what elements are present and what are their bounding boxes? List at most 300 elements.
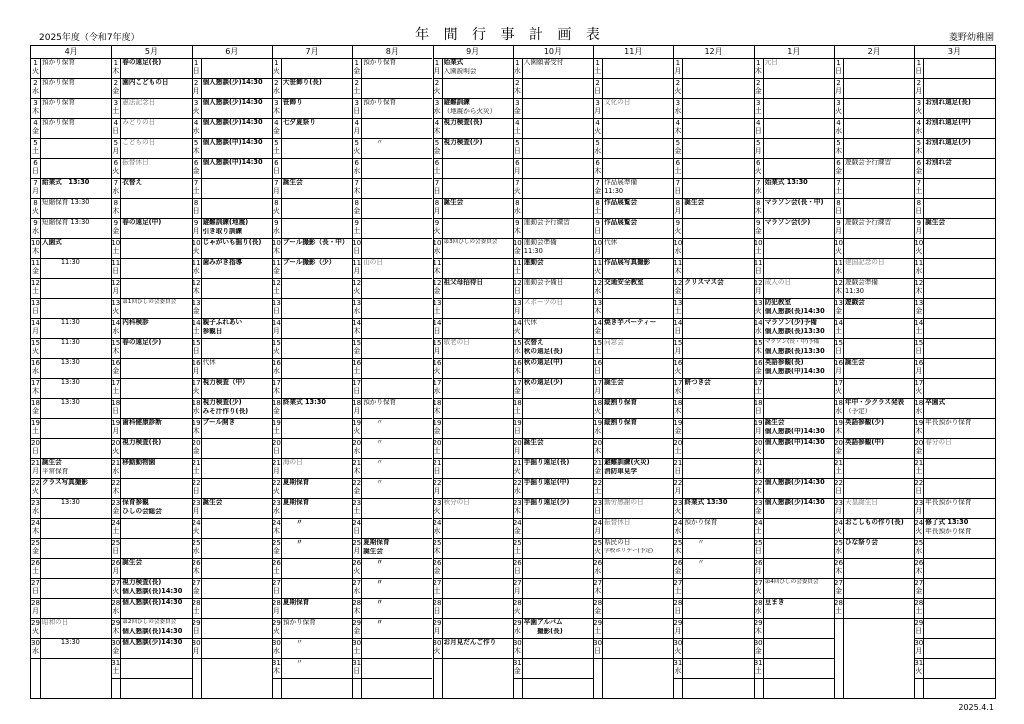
event-text: みどりの日: [122, 119, 156, 126]
day-number: 19 日: [512, 420, 522, 435]
row-divider: [192, 478, 272, 479]
day-number: 27 土: [432, 580, 442, 595]
row-divider: [31, 138, 111, 139]
event-text: 年長預かり保育: [925, 419, 972, 426]
event-text: 個人懇談(少)14:30: [202, 99, 263, 106]
event-text: 笹飾り: [282, 99, 303, 106]
row-divider: [914, 538, 994, 539]
row-divider: [593, 618, 673, 619]
row-divider: [433, 598, 513, 599]
event-text: 避難訓練(地震): [202, 219, 249, 226]
row-divider: [593, 298, 673, 299]
row-divider: [31, 278, 111, 279]
row-divider: [513, 118, 593, 119]
day-number: 14 土: [914, 320, 924, 335]
row-divider: [352, 78, 432, 79]
event-text: 避難訓練(火災): [604, 459, 650, 466]
row-divider: [192, 298, 272, 299]
day-number: 11 金: [31, 260, 40, 275]
day-number: 16 火: [432, 360, 442, 375]
row-divider: [914, 338, 994, 339]
event-text: 学校ホリデー(予定): [604, 548, 654, 554]
event-text: 衣替え: [523, 339, 544, 346]
day-number: 25 金: [31, 540, 40, 555]
day-number: 3 金: [513, 100, 521, 115]
row-divider: [111, 658, 191, 659]
row-divider: [593, 598, 673, 599]
day-number: 30 水: [31, 640, 40, 655]
day-number: 6 月: [513, 160, 521, 175]
day-number: 3 木: [32, 100, 39, 115]
day-number: 13 月: [512, 300, 522, 315]
event-text: 防犯教室: [764, 299, 792, 306]
day-number: 23 土: [352, 500, 362, 515]
event-text: 文化の日: [604, 99, 631, 106]
event-text: 誕生会: [122, 559, 143, 566]
row-divider: [433, 218, 513, 219]
day-number: 8 火: [32, 200, 39, 215]
row-divider: [352, 318, 432, 319]
event-text: 誕生会: [363, 548, 383, 555]
row-divider: [31, 558, 111, 559]
event-text: 避難訓練: [443, 99, 470, 106]
event-text: 作品展覧会: [604, 199, 638, 206]
day-number: 28 木: [352, 600, 362, 615]
day-number: 20 金: [191, 440, 201, 455]
day-number: 24 土: [753, 520, 763, 535]
day-number: 3 火: [192, 100, 200, 115]
day-number: 16 月: [914, 360, 924, 375]
day-number: 14 金: [593, 320, 603, 335]
row-divider: [272, 358, 352, 359]
event-text: お月見だんご作り: [443, 639, 497, 646]
day-number: 4 木: [674, 120, 682, 135]
day-number: 2 金: [754, 80, 762, 95]
day-number: 4 水: [192, 120, 200, 135]
day-number: 15 日: [914, 340, 924, 355]
row-divider: [914, 178, 994, 179]
event-text: 県民の日: [604, 539, 631, 546]
event-text: 元日: [764, 59, 778, 66]
event-text: 歯みがき指導: [202, 259, 243, 266]
row-divider: [593, 158, 673, 159]
row-divider: [513, 418, 593, 419]
day-number: 4 土: [513, 120, 521, 135]
day-number: 4 日: [112, 120, 120, 135]
event-text: 作品展写真撮影: [604, 259, 651, 266]
event-text: 大笹飾り(長): [282, 79, 322, 86]
day-number: 20 水: [352, 440, 362, 455]
day-number: 22 金: [352, 480, 362, 495]
month-header: 8月: [352, 46, 432, 59]
day-number: 17 水: [432, 380, 442, 395]
day-number: 2 火: [674, 80, 682, 95]
day-number: 24 土: [111, 520, 121, 535]
event-text: 同窓会: [604, 339, 624, 346]
event-text: ひしの会総会: [122, 508, 162, 515]
row-divider: [593, 658, 673, 659]
day-number: 6 金: [192, 160, 200, 175]
day-number: 11 日: [753, 260, 763, 275]
day-number: 3 水: [433, 100, 441, 115]
event-text: 山の日: [363, 259, 383, 266]
event-text: 餅つき会: [684, 379, 711, 386]
day-number: 7 土: [915, 180, 923, 195]
day-number: 16 水: [271, 360, 281, 375]
day-number: 12 日: [512, 280, 522, 295]
day-number: 21 土: [191, 460, 201, 475]
day-number: 8 金: [353, 200, 361, 215]
day-number: 28 土: [914, 600, 924, 615]
row-divider: [834, 478, 914, 479]
row-divider: [192, 438, 272, 439]
event-text: 視力検査(長): [122, 579, 162, 586]
row-divider: [433, 378, 513, 379]
day-number: 9 水: [272, 220, 280, 235]
day-number: 3 火: [835, 100, 842, 115]
event-text: 11:30: [42, 319, 80, 326]
day-number: 20 金: [834, 440, 843, 455]
event-text: 〃: [282, 639, 303, 646]
day-number: 5 日: [513, 140, 521, 155]
day-number: 7 水: [754, 180, 762, 195]
row-divider: [433, 258, 513, 259]
row-divider: [31, 598, 111, 599]
event-text: 修了式 13:30: [925, 519, 969, 526]
day-number: 12 金: [432, 280, 442, 295]
day-number: 5 月: [112, 140, 120, 155]
day-number: 8 日: [192, 200, 200, 215]
event-text: 始業式: [443, 59, 464, 66]
event-text: 個人懇談(少)14:30: [764, 499, 825, 506]
day-number: 20 土: [673, 440, 683, 455]
day-number: 18 水: [834, 400, 843, 415]
day-number: 6 金: [835, 160, 842, 175]
row-divider: [272, 138, 352, 139]
day-number: 13 金: [191, 300, 201, 315]
day-number: 25 月: [352, 540, 362, 555]
day-number: 16 金: [753, 360, 763, 375]
day-number: 27 木: [593, 580, 603, 595]
day-number: 15 日: [834, 340, 843, 355]
day-number: 13 日: [31, 300, 40, 315]
event-text: 年長預かり保育: [925, 499, 972, 506]
row-divider: [272, 438, 352, 439]
day-number: 18 水: [191, 400, 201, 415]
day-number: 9 月: [192, 220, 200, 235]
day-number: 3 日: [353, 100, 361, 115]
event-text: 春の遠足(中): [122, 219, 162, 226]
event-text: お別れ遠足(長): [925, 99, 971, 106]
day-number: 6 土: [433, 160, 441, 175]
day-number: 2 金: [112, 80, 120, 95]
row-divider: [513, 598, 593, 599]
row-divider: [673, 398, 753, 399]
day-number: 8 月: [433, 200, 441, 215]
row-divider: [834, 338, 914, 339]
row-divider: [914, 298, 994, 299]
event-text: 縦割り保育: [604, 419, 638, 426]
row-divider: [272, 378, 352, 379]
event-text: 海の日: [282, 459, 303, 466]
row-divider: [673, 258, 753, 259]
day-number: 14 月: [31, 320, 40, 335]
day-number: 11 水: [914, 260, 924, 275]
row-divider: [673, 218, 753, 219]
row-divider: [352, 178, 432, 179]
row-divider: [111, 518, 191, 519]
event-text: 誕生会: [523, 439, 544, 446]
row-divider: [513, 398, 593, 399]
row-divider: [513, 78, 593, 79]
event-text: 短縮保育 13:30: [42, 199, 90, 206]
row-divider: [433, 178, 513, 179]
day-number: 26 木: [191, 560, 201, 575]
day-number: 10 土: [111, 240, 121, 255]
event-text: 視力検査(長): [122, 439, 162, 446]
event-text: 遊戯会準備: [845, 279, 878, 286]
row-divider: [673, 438, 753, 439]
event-text: 代休: [604, 239, 618, 246]
event-text: 年中・少クラス発表: [845, 399, 905, 406]
event-text: 振替休日: [604, 519, 631, 526]
day-number: 14 土: [191, 320, 201, 335]
row-divider: [513, 538, 593, 539]
day-number: 1 月: [433, 60, 441, 75]
day-number: 22 月: [432, 480, 442, 495]
event-text: 勤労感謝の日: [604, 499, 644, 506]
row-divider: [272, 318, 352, 319]
event-text: 年長預かり保育: [925, 528, 972, 535]
row-divider: [272, 338, 352, 339]
row-divider: [513, 98, 593, 99]
event-text: 〃: [363, 579, 383, 586]
day-number: 14 日: [432, 320, 442, 335]
event-text: お別れ遠足(少): [925, 139, 971, 146]
day-number: 30 水: [271, 640, 281, 655]
day-number: 23 金: [753, 500, 763, 515]
day-number: 17 土: [753, 380, 763, 395]
event-text: 入園式: [42, 239, 62, 246]
event-text: 11:30: [604, 188, 624, 195]
day-number: 8 木: [754, 200, 762, 215]
day-number: 24 火: [834, 520, 843, 535]
row-divider: [272, 278, 352, 279]
day-number: 2 土: [353, 80, 361, 95]
event-text: 卒園アルバム: [523, 619, 563, 626]
day-number: 13 木: [593, 300, 603, 315]
row-divider: [914, 238, 994, 239]
month-header: 12月: [673, 46, 753, 59]
event-text: お別れ遠足(中): [925, 119, 971, 126]
day-number: 14 木: [352, 320, 362, 335]
day-number: 30 金: [111, 640, 121, 655]
event-text: 豆まき: [764, 599, 785, 606]
row-divider: [754, 378, 834, 379]
row-divider: [914, 198, 994, 199]
day-number: 26 月: [111, 560, 121, 575]
day-number: 24 月: [593, 520, 603, 535]
day-number: 13 日: [271, 300, 281, 315]
event-text: 七夕夏祭り: [282, 119, 316, 126]
event-text: 春の遠足(長): [122, 59, 162, 66]
day-number: 6 日: [32, 160, 39, 175]
row-divider: [513, 638, 593, 639]
row-divider: [673, 618, 753, 619]
day-number: 19 金: [432, 420, 442, 435]
row-divider: [192, 518, 272, 519]
event-text: 建国記念の日: [845, 259, 885, 266]
event-text: 振替休日: [122, 159, 149, 166]
day-number: 28 土: [834, 600, 843, 615]
day-number: 3 水: [674, 100, 682, 115]
day-number: 7 金: [594, 180, 602, 195]
row-divider: [914, 618, 994, 619]
day-number: 25 金: [271, 540, 281, 555]
row-divider: [834, 98, 914, 99]
event-text: 運動会: [523, 259, 544, 266]
row-divider: [754, 658, 834, 659]
row-divider: [914, 658, 994, 659]
day-number: 12 土: [31, 280, 40, 295]
row-divider: [192, 338, 272, 339]
row-divider: [673, 578, 753, 579]
day-number: 16 水: [31, 360, 40, 375]
day-number: 30 火: [673, 640, 683, 655]
event-text: 入園説明会: [443, 68, 477, 75]
day-number: 21 土: [834, 460, 843, 475]
day-number: 10 木: [31, 240, 40, 255]
day-number: 19 土: [271, 420, 281, 435]
event-text: 個人懇談(中)14:30: [764, 428, 825, 435]
event-text: 個人懇談(長)14:30: [122, 628, 183, 635]
event-text: 作品展準備: [604, 179, 638, 186]
row-divider: [754, 98, 834, 99]
fiscal-year-label: 2025年度（令和7年度）: [39, 33, 140, 43]
row-divider: [673, 158, 753, 159]
day-number: 25 火: [593, 540, 603, 555]
event-text: 撮影(長): [523, 628, 563, 635]
day-number: 7 日: [433, 180, 441, 195]
day-number: 2 月: [192, 80, 200, 95]
day-number: 9 月: [915, 220, 923, 235]
row-divider: [272, 158, 352, 159]
row-divider: [433, 398, 513, 399]
event-text: 昭和の日: [42, 619, 69, 626]
row-divider: [352, 358, 432, 359]
row-divider: [352, 338, 432, 339]
day-number: 21 金: [593, 460, 603, 475]
day-number: 28 土: [191, 600, 201, 615]
day-number: 17 木: [31, 380, 40, 395]
day-number: 10 木: [271, 240, 281, 255]
event-text: 視力検査（中）: [202, 379, 249, 386]
event-text: 預かり保育: [42, 59, 75, 66]
day-number: 15 日: [191, 340, 201, 355]
day-number: 25 日: [753, 540, 763, 555]
row-divider: [513, 678, 593, 679]
row-divider: [593, 358, 673, 359]
day-number: 1 金: [353, 60, 361, 75]
day-number: 18 木: [432, 400, 442, 415]
row-divider: [834, 178, 914, 179]
day-number: 5 金: [433, 140, 441, 155]
row-divider: [673, 598, 753, 599]
day-number: 14 火: [512, 320, 522, 335]
row-divider: [914, 278, 994, 279]
event-text: 英語参観(中): [845, 439, 884, 446]
day-number: 1 日: [835, 60, 842, 75]
event-text: マラソン会(少): [764, 219, 811, 226]
row-divider: [111, 678, 191, 679]
row-divider: [352, 198, 432, 199]
day-number: 26 火: [352, 560, 362, 575]
row-divider: [914, 638, 994, 639]
event-text: 13:30: [42, 359, 80, 366]
day-number: 2 月: [915, 80, 923, 95]
day-number: 30 金: [753, 640, 763, 655]
event-text: 個人懇談(少)14:30: [764, 479, 825, 486]
row-divider: [673, 358, 753, 359]
event-text: 11:30: [523, 248, 543, 255]
day-number: 28 日: [673, 600, 683, 615]
day-number: 22 月: [673, 480, 683, 495]
day-number: 23 火: [673, 500, 683, 515]
row-divider: [352, 118, 432, 119]
day-number: 27 日: [31, 580, 40, 595]
day-number: 8 日: [835, 200, 842, 215]
day-number: 25 水: [191, 540, 201, 555]
day-number: 4 月: [353, 120, 361, 135]
day-number: 10 土: [753, 240, 763, 255]
day-number: 30 木: [512, 640, 522, 655]
day-number: 26 日: [512, 560, 522, 575]
event-text: 第3回ひしの会委員会: [443, 239, 498, 245]
day-number: 6 日: [272, 160, 280, 175]
day-number: 25 土: [512, 540, 522, 555]
event-text: 個人懇談(少)14:30: [202, 79, 263, 86]
event-text: 個人懇談(長)13:30: [764, 348, 825, 355]
day-number: 28 月: [31, 600, 40, 615]
row-divider: [914, 378, 994, 379]
event-text: 誕生会: [684, 199, 705, 206]
row-divider: [914, 318, 994, 319]
event-text: 始業式 13:30: [764, 179, 808, 186]
row-divider: [593, 78, 673, 79]
row-divider: [111, 478, 191, 479]
row-divider: [352, 658, 432, 659]
event-text: 誕生会: [443, 199, 464, 206]
row-divider: [352, 638, 432, 639]
event-text: （地震から火災）: [443, 108, 497, 115]
event-text: 個人懇談(中)14:30: [202, 159, 263, 166]
row-divider: [433, 418, 513, 419]
row-divider: [433, 578, 513, 579]
day-number: 5 木: [835, 140, 842, 155]
day-number: 11 水: [191, 260, 201, 275]
day-number: 7 月: [272, 180, 280, 195]
day-number: 17 土: [111, 380, 121, 395]
row-divider: [513, 658, 593, 659]
event-text: みそ汁作り(長): [202, 408, 249, 415]
row-divider: [754, 158, 834, 159]
day-number: 10 火: [834, 240, 843, 255]
day-number: 19 木: [834, 420, 843, 435]
row-divider: [914, 558, 994, 559]
row-divider: [673, 138, 753, 139]
day-number: 4 水: [915, 120, 923, 135]
day-number: 19 木: [191, 420, 201, 435]
